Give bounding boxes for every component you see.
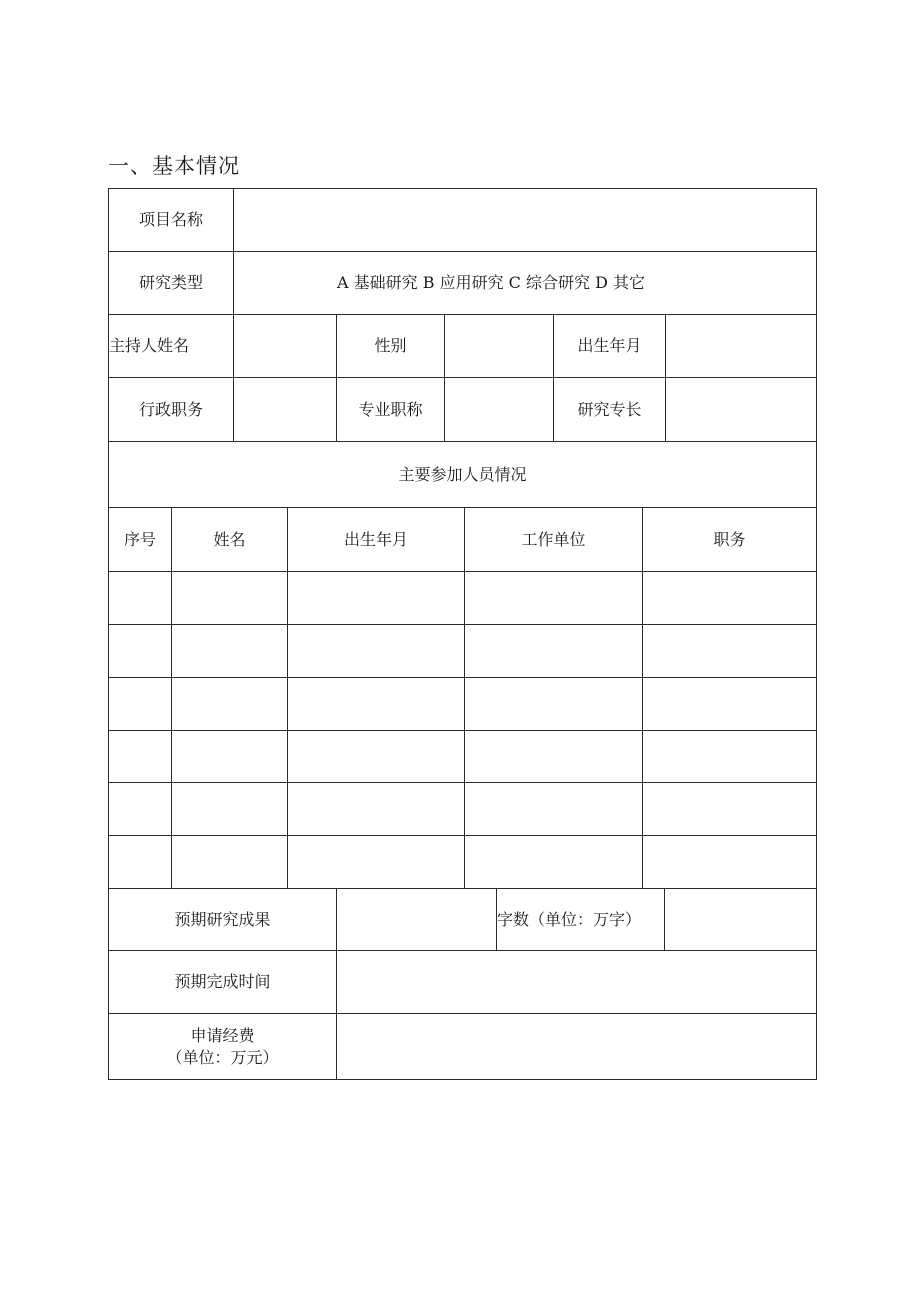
col-header-name: 姓名 xyxy=(213,529,246,549)
col-header-workplace: 工作单位 xyxy=(521,529,586,549)
completion-time-field[interactable] xyxy=(337,951,816,1013)
birth-label: 出生年月 xyxy=(577,336,642,356)
expected-results-label: 预期研究成果 xyxy=(174,909,271,929)
research-type-field[interactable] xyxy=(234,252,336,314)
word-count-label: 字数（单位：万字） xyxy=(497,909,642,929)
admin-post-field[interactable] xyxy=(234,378,336,441)
gender-field[interactable] xyxy=(445,315,553,377)
members-heading: 主要参加人员情况 xyxy=(398,464,527,484)
table-border-right xyxy=(816,188,817,1080)
funding-label xyxy=(109,1014,336,1079)
table-row[interactable] xyxy=(109,836,816,888)
funding-field[interactable] xyxy=(337,1014,816,1079)
table-row[interactable] xyxy=(109,625,816,677)
project-name-label: 项目名称 xyxy=(138,210,203,230)
host-name-field[interactable] xyxy=(234,315,336,377)
specialty-field[interactable] xyxy=(666,378,816,441)
host-name-label: 主持人姓名 xyxy=(109,336,190,356)
admin-post-label: 行政职务 xyxy=(138,399,203,419)
table-row[interactable] xyxy=(109,678,816,730)
expected-results-field[interactable] xyxy=(337,889,496,950)
table-row[interactable] xyxy=(109,783,816,835)
professional-title-field[interactable] xyxy=(445,378,553,441)
section-title: 一、基本情况 xyxy=(108,154,240,178)
col-header-position: 职务 xyxy=(713,529,746,549)
completion-time-label: 预期完成时间 xyxy=(174,972,271,992)
col-header-birth: 出生年月 xyxy=(343,529,408,549)
project-name-field[interactable] xyxy=(234,189,816,251)
word-count-field[interactable] xyxy=(665,889,816,950)
table-row[interactable] xyxy=(109,731,816,782)
birth-field[interactable] xyxy=(666,315,816,377)
funding-label-line1: 申请经费 xyxy=(190,1025,255,1045)
funding-label-line2: （单位：万元） xyxy=(166,1047,279,1067)
research-type-label: 研究类型 xyxy=(138,273,203,293)
table-border-bottom xyxy=(108,1079,817,1080)
col-header-index: 序号 xyxy=(123,529,156,549)
gender-label: 性别 xyxy=(374,336,407,356)
table-row[interactable] xyxy=(109,572,816,624)
research-type-options: A 基础研究 B 应用研究 C 综合研究 D 其它 xyxy=(337,273,645,293)
specialty-label: 研究专长 xyxy=(577,399,642,419)
professional-title-label: 专业职称 xyxy=(358,399,423,419)
